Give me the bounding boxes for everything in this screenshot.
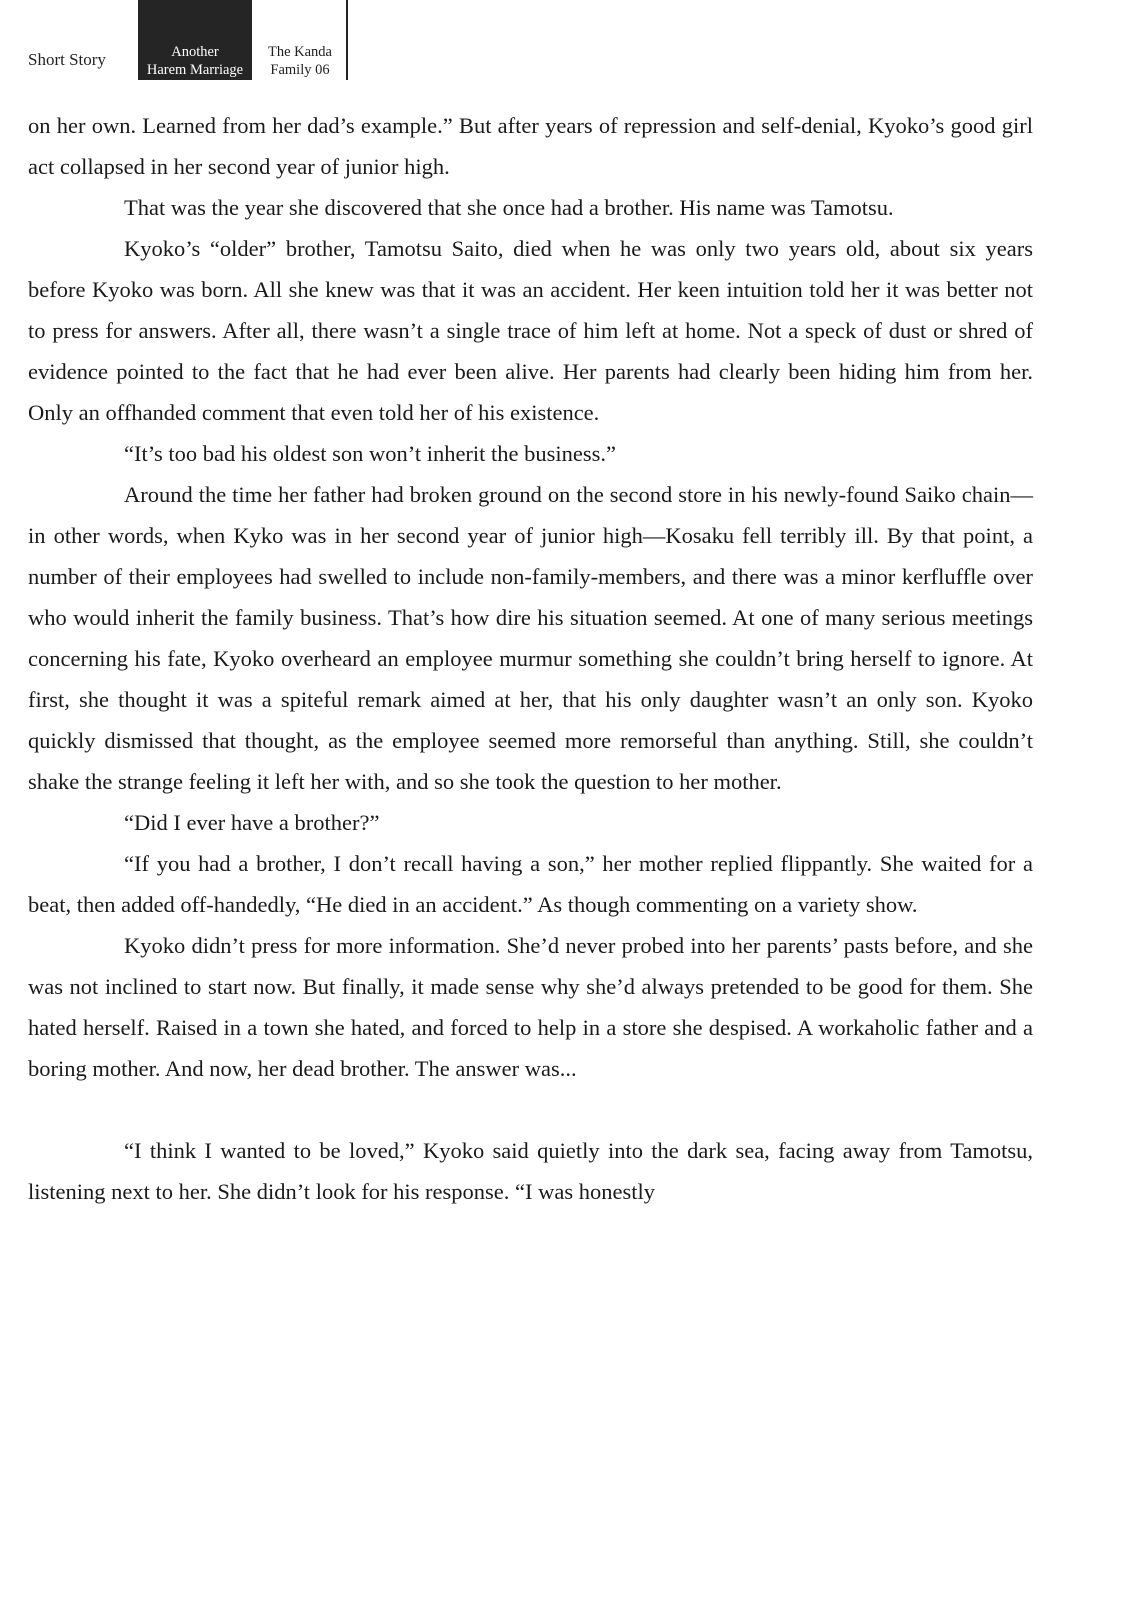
book-title-line-2: Harem Marriage: [146, 62, 244, 78]
story-text: [28, 105, 1033, 1212]
paragraph: Kyoko didn’t press for more information. She’d never probed into her parents’ pasts before, and she was not inclined to start now. But finally, it made sense why she’d always pretended to be good for them. She hated herself. Raised in a town she hated, and forced to help in a store she despised. A workaholic father and a boring mother. And now, her dead brother. The answer was...: [28, 933, 1033, 1081]
book-title-box: [138, 0, 252, 80]
paragraph: Kyoko’s “older” brother, Tamotsu Saito, died when he was only two years old, about six years before Kyoko was born. All she knew was that it was an accident. Her keen intuition told her it was better not to press for answers. After all, there wasn’t a single trace of him left at home. Not a speck of dust or shred of evidence pointed to the fact that he had ever been alive. Her parents had clearly been hiding him from her. Only an offhanded comment that even told her of his existence.: [28, 236, 1033, 425]
chapter-title-line-1: The Kanda: [267, 44, 332, 60]
paragraph: on her own. Learned from her dad’s example.” But after years of repression and self-denial, Kyoko’s good girl act collapsed in her second year of junior high.: [28, 113, 1033, 179]
paragraph: Around the time her father had broken ground on the second store in his newly-found Saiko chain—in other words, when Kyko was in her second year of junior high—Kosaku fell terribly ill. By that point, a number of their employees had swelled to include non-family-members, and there was a minor kerfluffle over who would inherit the family business. That’s how dire his situation seemed. At one of many serious meetings concerning his fate, Kyoko overheard an employee murmur something she couldn’t bring herself to ignore. At first, she thought it was a spiteful remark aimed at her, that his only daughter wasn’t an only son. Kyoko quickly dismissed that thought, as the employee seemed more remorseful than anything. Still, she couldn’t shake the strange feeling it left her with, and so she took the question to her mother.: [28, 482, 1033, 794]
book-title-line-1: Another: [171, 44, 219, 60]
paragraph: “Did I ever have a brother?”: [124, 810, 380, 835]
paragraph: “If you had a brother, I don’t recall having a son,” her mother replied flippantly. She waited for a beat, then added off-handedly, “He died in an accident.” As though commenting on a variety show.: [28, 851, 1033, 917]
paragraph: That was the year she discovered that she once had a brother. His name was Tamotsu.: [124, 195, 894, 220]
page-header: [0, 0, 1124, 80]
chapter-title: [260, 43, 340, 79]
header-divider: [346, 0, 348, 80]
paragraph: “I think I wanted to be loved,” Kyoko said quietly into the dark sea, facing away from Tamotsu, listening next to her. She didn’t look for his response. “I was honestly: [28, 1138, 1033, 1204]
paragraph: “It’s too bad his oldest son won’t inherit the business.”: [124, 441, 617, 466]
chapter-title-line-2: Family 06: [270, 62, 330, 78]
section-label: Short Story: [28, 50, 106, 69]
